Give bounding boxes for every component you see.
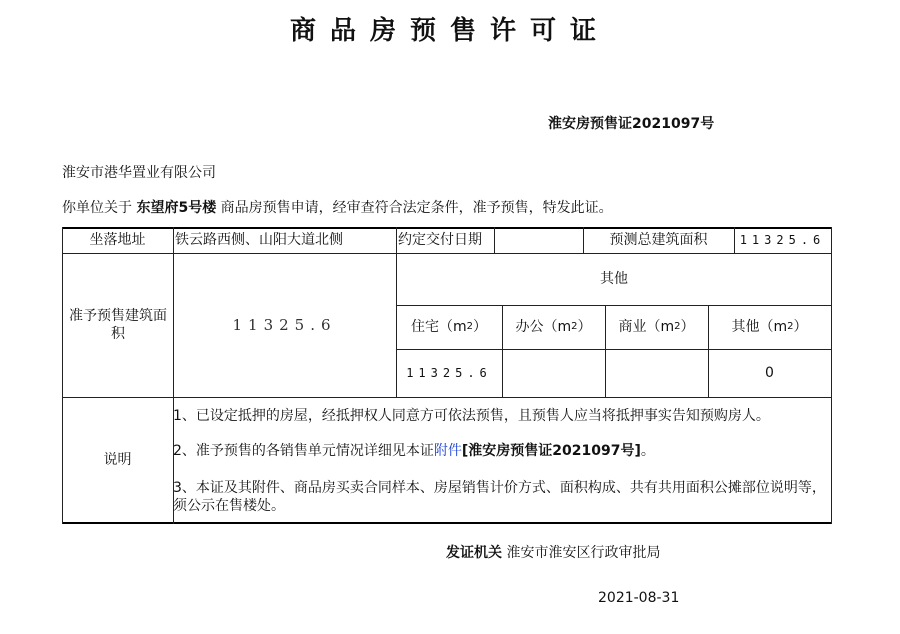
col-office-header — [502, 305, 605, 349]
col-commercial-header — [605, 305, 708, 349]
delivery-date-label: 约定交付日期 — [398, 232, 482, 248]
approved-area-value: 11325.6 — [232, 316, 337, 334]
col-other-header — [708, 305, 831, 349]
close-paren: ） — [473, 319, 487, 335]
company-name: 淮安市港华置业有限公司 — [62, 165, 216, 181]
approved-area-label: 准予预售建筑面积 — [69, 308, 167, 342]
issuing-authority — [446, 542, 660, 562]
other-header: 其他 — [600, 271, 628, 287]
project-name: 东望府5号楼 — [136, 200, 217, 216]
issuing-authority-label: 发证机关 — [446, 545, 502, 561]
issuing-authority-value: 淮安市淮安区行政审批局 — [502, 545, 661, 561]
table-row-divider — [62, 397, 832, 398]
residential-value: 11325.6 — [406, 366, 492, 380]
location-value: 铁云路西侧、山阳大道北侧 — [175, 232, 343, 248]
delivery-date-value — [494, 227, 584, 253]
unit-superscript: 2 — [674, 321, 681, 332]
unit-superscript: 2 — [787, 321, 794, 332]
col-other-label: 其他（m — [731, 319, 788, 335]
close-paren: ） — [577, 319, 592, 335]
commercial-value — [605, 349, 708, 397]
attachment-link[interactable]: 附件 — [433, 443, 462, 459]
permit-table — [62, 227, 832, 524]
predicted-area-label: 预测总建筑面积 — [609, 232, 708, 248]
col-commercial-label: 商业（m — [618, 319, 675, 335]
note-2 — [173, 442, 833, 460]
table-border-bottom — [62, 522, 832, 524]
col-residential-header — [396, 305, 502, 349]
note-3: 3、本证及其附件、商品房买卖合同样本、房屋销售计价方式、面积构成、共有共用面积公摊部位说明等，须公示在售楼处。 — [173, 480, 826, 514]
note-2-cert-ref: [淮安房预售证2021097号] — [461, 443, 641, 459]
location-label: 坐落地址 — [89, 232, 146, 248]
approval-statement — [62, 197, 613, 217]
statement-prefix: 你单位关于 — [62, 200, 137, 216]
note-2-prefix: 2、准予预售的各销售单元情况详细见本证 — [173, 443, 434, 459]
unit-superscript: 2 — [571, 321, 578, 332]
office-value — [502, 349, 605, 397]
notes-label: 说明 — [103, 451, 132, 468]
statement-suffix: 商品房预售申请，经审查符合法定条件，准予预售，特发此证。 — [216, 200, 613, 216]
unit-superscript: 2 — [466, 321, 473, 332]
close-paren: ） — [680, 319, 695, 335]
col-residential-label: 住宅（m — [410, 319, 467, 335]
document-title: 商品房预售许可证 — [289, 16, 610, 46]
certificate-number: 淮安房预售证2021097号 — [548, 116, 715, 132]
other-value: 0 — [765, 365, 774, 381]
col-office-label: 办公（m — [515, 319, 572, 335]
predicted-area-value: 11325.6 — [739, 233, 826, 247]
close-paren: ） — [793, 319, 808, 335]
note-2-suffix: 。 — [640, 443, 655, 459]
issue-date: 2021-08-31 — [598, 590, 680, 606]
note-1: 1、已设定抵押的房屋，经抵押权人同意方可依法预售，且预售人应当将抵押事实告知预购房人。 — [173, 408, 770, 424]
